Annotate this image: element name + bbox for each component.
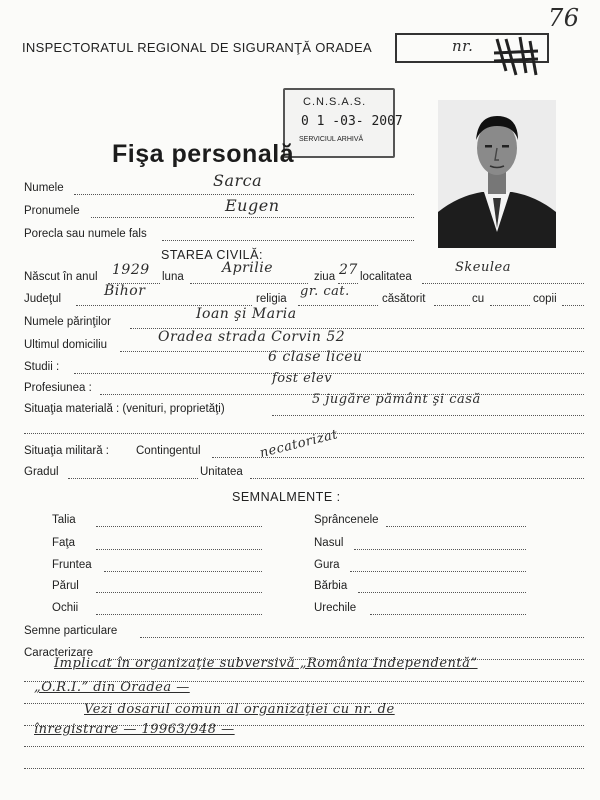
- value-day: 27: [339, 262, 358, 278]
- label-nasul: Nasul: [314, 537, 344, 549]
- label-pronumele: Pronumele: [24, 205, 80, 217]
- value-profession: fost elev: [272, 371, 333, 386]
- line-month: [190, 283, 308, 284]
- value-pronumele: Eugen: [225, 196, 280, 215]
- label-religia: religia: [256, 293, 287, 305]
- line-note-5: [24, 768, 584, 769]
- label-situatia-militara: Situaţia militară :: [24, 445, 110, 457]
- line-nasul: [354, 549, 526, 550]
- value-month: Aprilie: [222, 260, 273, 276]
- line-numele: [74, 194, 414, 195]
- label-talia: Talia: [52, 514, 76, 526]
- header-institution: INSPECTORATUL REGIONAL DE SIGURANŢĂ ORADEA: [22, 40, 372, 55]
- label-ziua: ziua: [314, 271, 336, 283]
- label-caracterizare: Caracterizare: [24, 647, 94, 659]
- page-title: Fişa personală: [112, 140, 295, 168]
- label-gura: Gura: [314, 559, 340, 571]
- line-cu: [490, 305, 530, 306]
- label-semne-particulare: Semne particulare: [24, 625, 118, 637]
- label-domiciliu: Ultimul domiciliu: [24, 339, 108, 351]
- portrait-image: [438, 100, 556, 248]
- label-parinti: Numele părinţilor: [24, 316, 111, 328]
- value-wealth: 5 jugăre pământ şi casă: [312, 392, 481, 407]
- line-unitatea: [250, 478, 584, 479]
- value-studies: 6 clase liceu: [268, 349, 363, 365]
- label-studii: Studii :: [24, 361, 60, 373]
- label-numele: Numele: [24, 182, 64, 194]
- line-note-4: [24, 746, 584, 747]
- archive-stamp: [283, 88, 403, 158]
- line-ochii: [96, 614, 262, 615]
- label-nascut: Născut în anul: [24, 271, 98, 283]
- label-contingent: Contingentul: [136, 445, 201, 457]
- line-fata: [96, 549, 262, 550]
- line-gradul: [68, 478, 198, 479]
- label-cu: cu: [472, 293, 485, 305]
- stamp-org: C.N.S.A.S.: [303, 96, 367, 108]
- line-casatorit: [434, 305, 470, 306]
- note-line-2: „O.R.I.” din Oradea —: [34, 680, 190, 695]
- label-situatia-materiala: Situaţia materială : (venituri, proprietăţi): [24, 403, 225, 415]
- label-gradul: Gradul: [24, 466, 59, 478]
- label-unitatea: Unitatea: [200, 466, 243, 478]
- label-fruntea: Fruntea: [52, 559, 92, 571]
- value-address: Oradea strada Corvin 52: [158, 329, 346, 345]
- value-year: 1929: [112, 262, 150, 278]
- label-profesiunea: Profesiunea :: [24, 382, 92, 394]
- stamp-date: 0 1 -03- 2007: [301, 114, 403, 129]
- line-wealth: [272, 415, 584, 416]
- line-fruntea: [104, 571, 262, 572]
- heading-starea-civila: STAREA CIVILĂ:: [161, 248, 263, 262]
- value-county: Bihor: [104, 283, 146, 299]
- label-luna: luna: [162, 271, 184, 283]
- note-line-3: Vezi dosarul comun al organizaţiei cu nr. de: [84, 702, 395, 717]
- value-unitatea: necatorizat: [258, 427, 340, 461]
- label-judetul: Judeţul: [24, 293, 62, 305]
- label-ochii: Ochii: [52, 602, 79, 614]
- label-barbia: Bărbia: [314, 580, 348, 592]
- line-religion: [298, 305, 378, 306]
- stamp-dept: SERVICIUL ARHIVĂ: [299, 136, 364, 143]
- label-localitatea: localitatea: [360, 271, 412, 283]
- line-copii: [562, 305, 584, 306]
- value-locality: Skeulea: [455, 260, 511, 275]
- label-parul: Părul: [52, 580, 79, 592]
- reference-box: [395, 33, 549, 63]
- label-copii: copii: [533, 293, 557, 305]
- note-line-1: Implicat în organizaţie subversivă „România Independentă”: [54, 656, 478, 671]
- personal-photo: [438, 100, 556, 248]
- value-numele: Sarca: [213, 171, 263, 190]
- heading-semnalmente: SEMNALMENTE :: [232, 490, 341, 504]
- note-line-4: înregistrare — 19963/948 —: [34, 722, 235, 737]
- line-sprancenele: [386, 526, 526, 527]
- page-number: 76: [548, 4, 580, 32]
- label-casatorit: căsătorit: [382, 293, 426, 305]
- label-fata: Faţa: [52, 537, 76, 549]
- line-talia: [96, 526, 262, 527]
- value-parents: Ioan şi Maria: [196, 306, 297, 322]
- line-parul: [96, 592, 262, 593]
- line-pronumele: [91, 217, 414, 218]
- line-gura: [350, 571, 526, 572]
- line-barbia: [358, 592, 526, 593]
- line-semne: [140, 637, 584, 638]
- label-sprancenele: Sprâncenele: [314, 514, 379, 526]
- reference-scribble: nr.: [452, 37, 474, 55]
- label-porecla: Porecla sau numele fals: [24, 228, 147, 240]
- line-porecla: [162, 240, 414, 241]
- line-locality: [422, 283, 584, 284]
- line-urechile: [370, 614, 526, 615]
- value-religion: gr. cat.: [300, 284, 350, 299]
- label-urechile: Urechile: [314, 602, 357, 614]
- reference-scribble-mark: [492, 31, 542, 81]
